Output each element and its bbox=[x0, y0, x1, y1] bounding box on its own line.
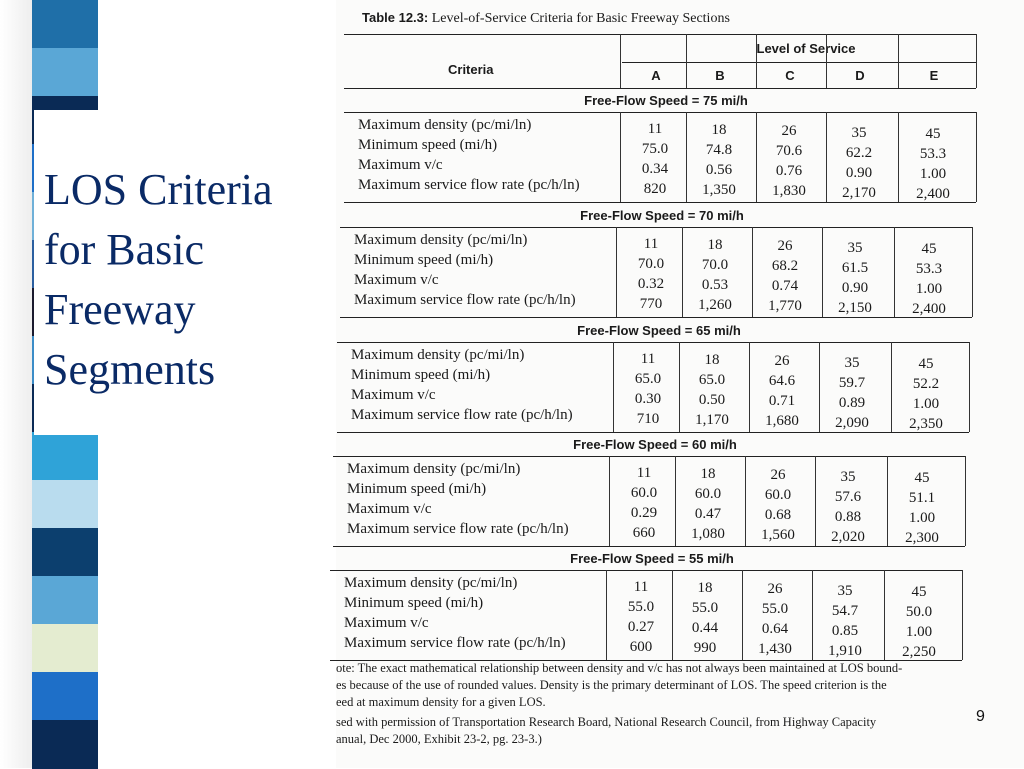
table-value-cell: 1,830 bbox=[772, 183, 806, 200]
table-value-cell: 65.0 bbox=[634, 371, 662, 387]
table-value-cell: 0.29 bbox=[630, 505, 658, 521]
stripe-band bbox=[32, 432, 98, 481]
column-divider bbox=[613, 342, 614, 432]
table-value-cell: 1,170 bbox=[695, 412, 729, 429]
table-value-cell: 65.0 bbox=[698, 372, 726, 389]
column-divider bbox=[962, 570, 963, 660]
column-divider bbox=[965, 456, 966, 546]
table-caption bbox=[362, 10, 730, 27]
stripe-band bbox=[32, 528, 98, 577]
table-value-cell: 600 bbox=[629, 639, 653, 655]
table-value-cell: 18 bbox=[700, 466, 716, 483]
criteria-label: Maximum density (pc/mi/ln) bbox=[358, 117, 532, 133]
table-value-cell: 64.6 bbox=[768, 373, 796, 390]
table-value-cell: 26 bbox=[781, 123, 797, 140]
column-divider bbox=[826, 112, 827, 202]
table-value-cell: 54.7 bbox=[831, 602, 859, 619]
table-value-cell: 18 bbox=[707, 237, 723, 254]
table-value-cell: 62.2 bbox=[845, 144, 873, 161]
footnote-line: ote: The exact mathematical relationship between density and v/c has not always been maintained at LOS bound- bbox=[336, 661, 903, 675]
table-value-cell: 45 bbox=[918, 355, 934, 372]
criteria-label: Maximum v/c bbox=[358, 157, 443, 173]
column-divider bbox=[679, 342, 680, 432]
criteria-label: Minimum speed (mi/h) bbox=[347, 481, 487, 497]
table-value-cell: 53.3 bbox=[919, 145, 947, 162]
free-flow-speed-title: Free-Flow Speed = 70 mi/h bbox=[580, 208, 744, 223]
header-column-divider bbox=[686, 34, 687, 88]
table-value-cell: 26 bbox=[777, 238, 793, 255]
table-value-cell: 1.00 bbox=[919, 165, 947, 182]
los-header-rule bbox=[622, 62, 976, 63]
table-value-cell: 2,020 bbox=[831, 528, 865, 545]
table-value-cell: 55.0 bbox=[627, 599, 655, 615]
table-value-cell: 0.85 bbox=[831, 622, 859, 639]
table-value-cell: 11 bbox=[633, 579, 649, 595]
table-value-cell: 18 bbox=[711, 122, 727, 139]
table-value-cell: 1,260 bbox=[698, 297, 732, 314]
column-divider bbox=[898, 112, 899, 202]
table-value-cell: 0.27 bbox=[627, 619, 655, 635]
slide-title: LOS Criteria for Basic Freeway Segments bbox=[44, 165, 273, 394]
table-value-cell: 11 bbox=[640, 351, 656, 367]
level-column-header: C bbox=[785, 68, 795, 83]
section-title-rule bbox=[337, 342, 969, 343]
table-value-cell: 26 bbox=[770, 467, 786, 484]
slide-left-margin bbox=[0, 0, 32, 768]
table-value-cell: 60.0 bbox=[764, 487, 792, 504]
table-value-cell: 35 bbox=[847, 239, 863, 256]
criteria-label: Minimum speed (mi/h) bbox=[358, 137, 498, 153]
table-value-cell: 68.2 bbox=[771, 258, 799, 275]
level-column-header: B bbox=[715, 68, 725, 83]
column-divider bbox=[884, 570, 885, 660]
table-value-cell: 2,400 bbox=[916, 185, 950, 202]
criteria-label: Maximum v/c bbox=[344, 615, 429, 631]
criteria-label: Maximum v/c bbox=[354, 272, 439, 288]
table-value-cell: 18 bbox=[704, 352, 720, 369]
criteria-label: Minimum speed (mi/h) bbox=[351, 367, 491, 383]
criteria-label: Minimum speed (mi/h) bbox=[354, 252, 494, 268]
free-flow-speed-title: Free-Flow Speed = 60 mi/h bbox=[573, 437, 737, 452]
table-value-cell: 710 bbox=[636, 411, 660, 427]
table-value-cell: 2,300 bbox=[905, 529, 939, 546]
table-value-cell: 11 bbox=[647, 121, 663, 137]
criteria-label: Maximum density (pc/mi/ln) bbox=[344, 575, 518, 591]
table-value-cell: 60.0 bbox=[694, 486, 722, 503]
table-value-cell: 26 bbox=[767, 581, 783, 598]
column-divider bbox=[675, 456, 676, 546]
free-flow-speed-title: Free-Flow Speed = 65 mi/h bbox=[577, 323, 741, 338]
column-divider bbox=[894, 227, 895, 317]
criteria-label: Maximum service flow rate (pc/h/ln) bbox=[358, 177, 580, 193]
table-value-cell: 2,170 bbox=[842, 184, 876, 201]
column-divider bbox=[620, 112, 621, 202]
table-value-cell: 53.3 bbox=[915, 260, 943, 277]
table-value-cell: 2,090 bbox=[835, 414, 869, 431]
section-title-rule bbox=[333, 456, 965, 457]
header-bottom-rule bbox=[344, 88, 976, 89]
table-value-cell: 0.74 bbox=[771, 278, 799, 295]
table-value-cell: 0.56 bbox=[705, 162, 733, 179]
table-value-cell: 59.7 bbox=[838, 374, 866, 391]
table-value-cell: 770 bbox=[639, 296, 663, 312]
table-value-cell: 57.6 bbox=[834, 488, 862, 505]
table-value-cell: 0.68 bbox=[764, 507, 792, 524]
stripe-band bbox=[32, 576, 98, 625]
table-value-cell: 60.0 bbox=[630, 485, 658, 501]
table-value-cell: 0.44 bbox=[691, 620, 719, 637]
column-divider bbox=[887, 456, 888, 546]
table-value-cell: 1,910 bbox=[828, 642, 862, 659]
table-value-cell: 0.32 bbox=[637, 276, 665, 292]
table-value-cell: 75.0 bbox=[641, 141, 669, 157]
table-value-cell: 11 bbox=[636, 465, 652, 481]
page-number: 9 bbox=[976, 708, 985, 725]
table-number: Table 12.3: bbox=[362, 10, 429, 25]
level-column-header: D bbox=[855, 68, 865, 83]
criteria-header: Criteria bbox=[448, 62, 494, 77]
free-flow-speed-title: Free-Flow Speed = 75 mi/h bbox=[584, 93, 748, 108]
column-divider bbox=[891, 342, 892, 432]
table-value-cell: 55.0 bbox=[691, 600, 719, 617]
table-value-cell: 1.00 bbox=[912, 395, 940, 412]
table-value-cell: 0.88 bbox=[834, 508, 862, 525]
table-value-cell: 0.90 bbox=[845, 164, 873, 181]
header-column-divider bbox=[898, 34, 899, 88]
section-title-rule bbox=[344, 112, 976, 113]
stripe-band bbox=[32, 0, 98, 49]
column-divider bbox=[616, 227, 617, 317]
table-value-cell: 1.00 bbox=[908, 509, 936, 526]
table-value-cell: 35 bbox=[837, 582, 853, 599]
stripe-band bbox=[32, 720, 98, 769]
table-value-cell: 70.6 bbox=[775, 143, 803, 160]
table-value-cell: 1,080 bbox=[691, 526, 725, 543]
table-value-cell: 2,250 bbox=[902, 643, 936, 660]
table-value-cell: 35 bbox=[840, 468, 856, 485]
criteria-label: Maximum density (pc/mi/ln) bbox=[347, 461, 521, 477]
column-divider bbox=[812, 570, 813, 660]
column-divider bbox=[815, 456, 816, 546]
free-flow-speed-title: Free-Flow Speed = 55 mi/h bbox=[570, 551, 734, 566]
table-value-cell: 55.0 bbox=[761, 601, 789, 618]
table-value-cell: 660 bbox=[632, 525, 656, 541]
table-value-cell: 2,400 bbox=[912, 300, 946, 317]
column-divider bbox=[606, 570, 607, 660]
column-divider bbox=[972, 227, 973, 317]
column-divider bbox=[745, 456, 746, 546]
criteria-label: Maximum density (pc/mi/ln) bbox=[351, 347, 525, 363]
table-value-cell: 18 bbox=[697, 580, 713, 597]
table-value-cell: 61.5 bbox=[841, 259, 869, 276]
table-value-cell: 26 bbox=[774, 353, 790, 370]
section-title-rule bbox=[330, 570, 962, 571]
table-value-cell: 1,430 bbox=[758, 641, 792, 658]
table-value-cell: 1,680 bbox=[765, 413, 799, 430]
header-column-divider bbox=[826, 34, 827, 88]
table-value-cell: 1.00 bbox=[915, 280, 943, 297]
level-column-header: A bbox=[651, 68, 661, 83]
table-value-cell: 51.1 bbox=[908, 489, 936, 506]
title-panel bbox=[34, 110, 332, 435]
footnote-line: sed with permission of Transportation Research Board, National Research Council, from Highway Capacity bbox=[336, 715, 877, 729]
table-value-cell: 35 bbox=[844, 354, 860, 371]
column-divider bbox=[976, 112, 977, 202]
table-value-cell: 0.90 bbox=[841, 279, 869, 296]
criteria-label: Maximum service flow rate (pc/h/ln) bbox=[354, 292, 576, 308]
footnote-line: anual, Dec 2000, Exhibit 23-2, pg. 23-3.) bbox=[336, 732, 542, 746]
table-footnote bbox=[336, 660, 961, 748]
criteria-label: Maximum v/c bbox=[347, 501, 432, 517]
criteria-label: Minimum speed (mi/h) bbox=[344, 595, 484, 611]
criteria-label: Maximum density (pc/mi/ln) bbox=[354, 232, 528, 248]
table-value-cell: 1,770 bbox=[768, 298, 802, 315]
table-value-cell: 70.0 bbox=[701, 257, 729, 274]
header-column-divider bbox=[620, 34, 621, 88]
stripe-band bbox=[32, 48, 98, 97]
header-column-divider bbox=[976, 34, 977, 88]
column-divider bbox=[822, 227, 823, 317]
column-divider bbox=[686, 112, 687, 202]
level-column-header: E bbox=[929, 68, 939, 83]
table-value-cell: 2,150 bbox=[838, 299, 872, 316]
table-value-cell: 1,350 bbox=[702, 182, 736, 199]
column-divider bbox=[969, 342, 970, 432]
column-divider bbox=[819, 342, 820, 432]
criteria-label: Maximum service flow rate (pc/h/ln) bbox=[344, 635, 566, 651]
section-title-rule bbox=[340, 227, 972, 228]
table-value-cell: 0.34 bbox=[641, 161, 669, 177]
level-of-service-header: Level of Service bbox=[756, 41, 856, 56]
table-value-cell: 1.00 bbox=[905, 623, 933, 640]
stripe-band bbox=[32, 624, 98, 673]
table-value-cell: 820 bbox=[643, 181, 667, 197]
table-value-cell: 45 bbox=[911, 583, 927, 600]
column-divider bbox=[752, 227, 753, 317]
scanned-table-image bbox=[336, 0, 1024, 768]
table-value-cell: 0.89 bbox=[838, 394, 866, 411]
table-value-cell: 0.64 bbox=[761, 621, 789, 638]
table-value-cell: 52.2 bbox=[912, 375, 940, 392]
table-value-cell: 0.30 bbox=[634, 391, 662, 407]
stripe-band bbox=[32, 672, 98, 721]
column-divider bbox=[682, 227, 683, 317]
table-value-cell: 990 bbox=[693, 640, 717, 657]
table-value-cell: 0.76 bbox=[775, 163, 803, 180]
table-value-cell: 0.71 bbox=[768, 393, 796, 410]
table-value-cell: 45 bbox=[925, 125, 941, 142]
table-value-cell: 0.47 bbox=[694, 506, 722, 523]
table-value-cell: 0.50 bbox=[698, 392, 726, 409]
column-divider bbox=[672, 570, 673, 660]
table-value-cell: 50.0 bbox=[905, 603, 933, 620]
table-value-cell: 35 bbox=[851, 124, 867, 141]
table-top-rule bbox=[344, 34, 976, 35]
criteria-label: Maximum service flow rate (pc/h/ln) bbox=[351, 407, 573, 423]
table-value-cell: 45 bbox=[914, 469, 930, 486]
table-value-cell: 11 bbox=[643, 236, 659, 252]
table-value-cell: 45 bbox=[921, 240, 937, 257]
header-column-divider bbox=[756, 34, 757, 88]
table-value-cell: 0.53 bbox=[701, 277, 729, 294]
column-divider bbox=[756, 112, 757, 202]
footnote-line: eed at maximum density for a given LOS. bbox=[336, 695, 546, 709]
column-divider bbox=[749, 342, 750, 432]
table-value-cell: 70.0 bbox=[637, 256, 665, 272]
table-value-cell: 2,350 bbox=[909, 415, 943, 432]
criteria-label: Maximum service flow rate (pc/h/ln) bbox=[347, 521, 569, 537]
column-divider bbox=[609, 456, 610, 546]
table-title: Level-of-Service Criteria for Basic Freeway Sections bbox=[431, 11, 730, 26]
column-divider bbox=[742, 570, 743, 660]
table-value-cell: 1,560 bbox=[761, 527, 795, 544]
criteria-label: Maximum v/c bbox=[351, 387, 436, 403]
table-value-cell: 74.8 bbox=[705, 142, 733, 159]
footnote-line: es because of the use of rounded values. Density is the primary determinant of LOS. The speed criterion is the bbox=[336, 678, 887, 692]
stripe-band bbox=[32, 480, 98, 529]
